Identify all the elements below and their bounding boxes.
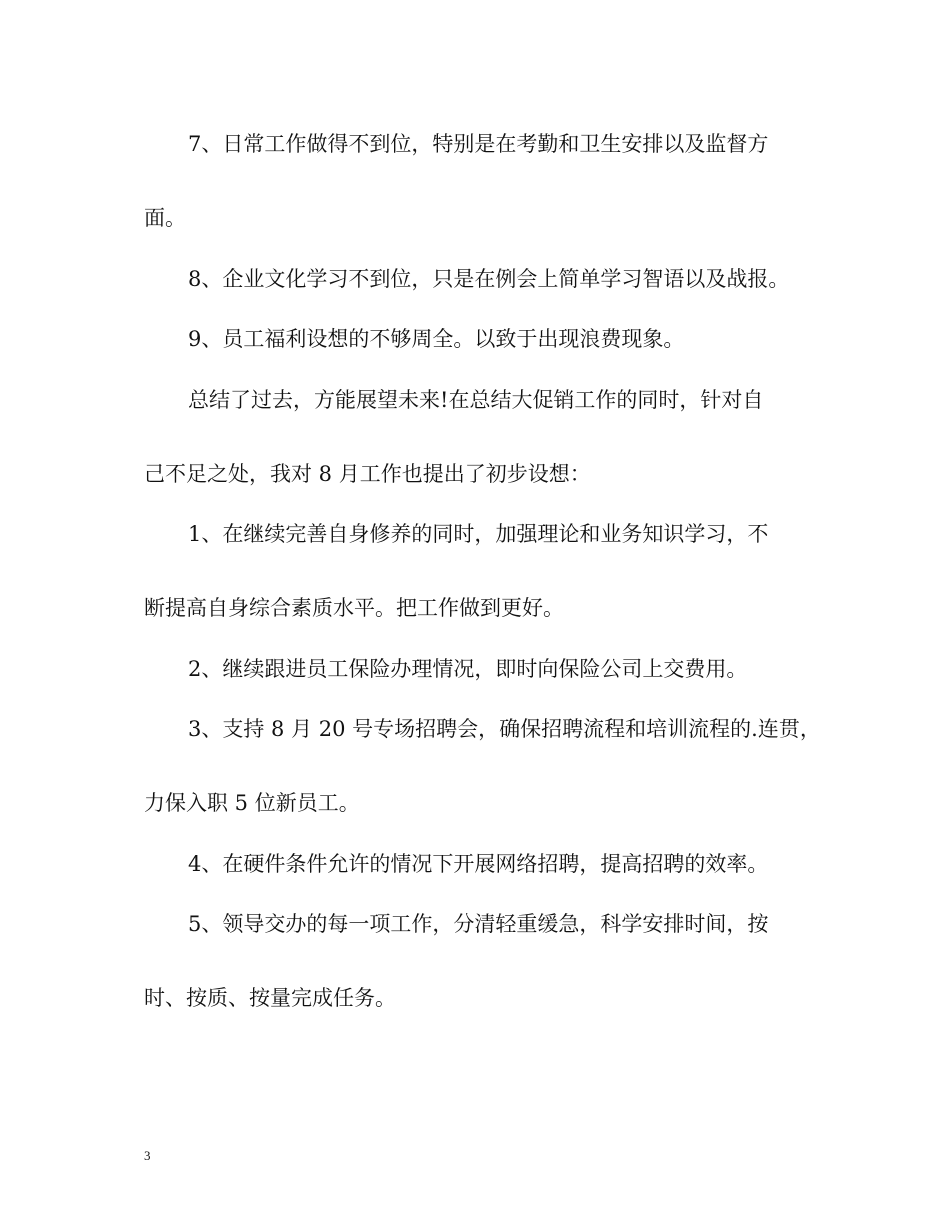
paragraph-line: 9、员工福利设想的不够周全。以致于出现浪费现象。	[188, 327, 685, 351]
paragraph-line: 8、企业文化学习不到位，只是在例会上简单学习智语以及战报。	[188, 267, 790, 291]
paragraph-line: 力保入职 5 位新员工。	[144, 791, 360, 815]
paragraph-line: 3、支持 8 月 20 号专场招聘会，确保招聘流程和培训流程的.连贯，	[188, 717, 821, 741]
paragraph-line: 面。	[144, 206, 186, 230]
paragraph-line: 2、继续跟进员工保险办理情况，即时向保险公司上交费用。	[188, 657, 748, 681]
paragraph-line: 7、日常工作做得不到位，特别是在考勤和卫生安排以及监督方	[188, 132, 769, 156]
paragraph-line: 时、按质、按量完成任务。	[144, 986, 396, 1010]
page-number: 3	[144, 1148, 151, 1163]
paragraph-line: 4、在硬件条件允许的情况下开展网络招聘，提高招聘的效率。	[188, 852, 769, 876]
paragraph-line: 1、在继续完善自身修养的同时，加强理论和业务知识学习，不	[188, 522, 769, 546]
paragraph-line: 己不足之处，我对 8 月工作也提出了初步设想：	[144, 462, 591, 486]
paragraph-line: 断提高自身综合素质水平。把工作做到更好。	[144, 596, 564, 620]
paragraph-line: 5、领导交办的每一项工作，分清轻重缓急，科学安排时间，按	[188, 912, 769, 936]
paragraph-line: 总结了过去，方能展望未来!在总结大促销工作的同时，针对自	[188, 388, 764, 412]
